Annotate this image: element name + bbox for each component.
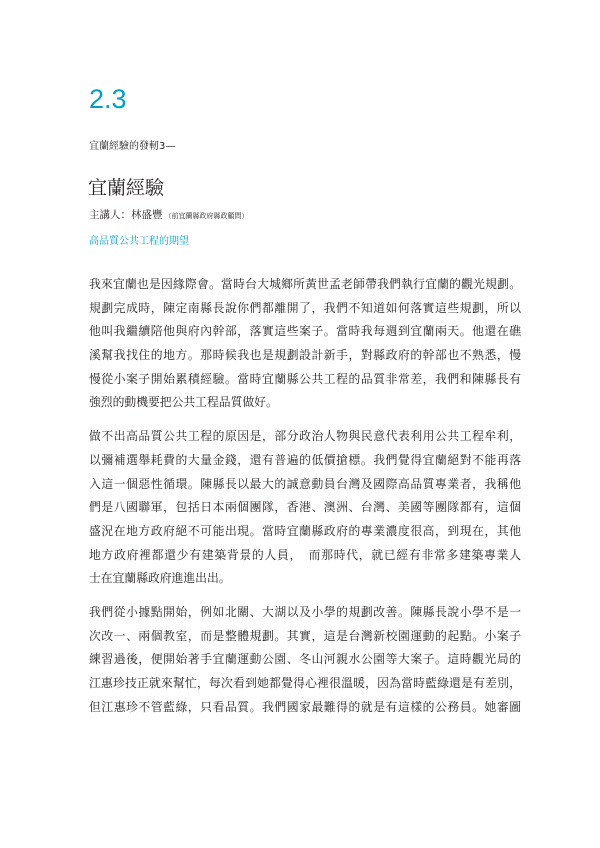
text-line: 江惠珍技正就來幫忙，每次看到她都覺得心裡很溫暖，因為當時藍綠還是有差別， (89, 676, 521, 690)
text-line: 士在宜蘭縣政府進進出出。 (89, 571, 231, 586)
text-line: 慢從小案子開始累積經驗。當時宜蘭縣公共工程的品質非常差，我們和陳縣長有 (89, 371, 521, 386)
text-line: 次改一、兩個教室，而是整體規劃。其實，這是台灣新校園運動的起點。小案子 (89, 628, 521, 643)
text-line: 盛況在地方政府絕不可能出現。當時宜蘭縣政府的專業濃度很高，到現在，其他 (89, 523, 521, 538)
series-title: 宜蘭經驗的發軔3— (89, 141, 176, 152)
text-line: 練習過後，便開始著手宜蘭運動公園、冬山河親水公園等大案子。這時觀光局的 (89, 652, 521, 667)
paragraph (89, 425, 521, 591)
text-line: 規劃完成時，陳定南縣長說你們都離開了，我們不知道如何落實這些規劃，所以 (89, 300, 521, 315)
text-line: 強烈的動機要把公共工程品質做好。 (89, 395, 278, 410)
text-line: 但江惠珍不管藍綠，只看品質。我們國家最難得的就是有這樣的公務員。她審圖 (89, 699, 521, 714)
speaker-label: 主講人：林盛豐 (89, 209, 163, 221)
text-line: 做不出高品質公共工程的原因是，部分政治人物與民意代表利用公共工程牟利， (89, 429, 521, 444)
paragraph (89, 273, 521, 415)
text-line: 地方政府裡都還少有建築背景的人員， 而那時代，就已經有非常多建築專業人 (89, 547, 521, 562)
speaker-role: （前宜蘭縣政府縣政顧問） (164, 212, 249, 220)
text-line: 溪幫我找住的地方。那時候我也是規劃設計新手，對縣政府的幹部也不熟悉，慢 (89, 348, 521, 363)
subheading: 高品質公共工程的期望 (89, 236, 189, 247)
text-line: 以彌補選舉耗費的大量金錢，還有普遍的低價搶標。我們覺得宜蘭絕對不能再落 (89, 452, 521, 467)
page-title: 宜蘭經驗 (88, 177, 165, 199)
text-line: 他叫我繼續陪他與府內幹部，落實這些案子。當時我每週到宜蘭兩天。他還在礁 (89, 324, 521, 339)
section-number: 2.3 (89, 84, 127, 114)
body-text (89, 273, 521, 729)
paragraph (89, 601, 521, 719)
text-line: 我們從小據點開始，例如北關、大湖以及小學的規劃改善。陳縣長說小學不是一 (89, 604, 521, 619)
text-line: 們是八國聯軍，包括日本兩個團隊，香港、澳洲、台灣、美國等團隊都有，這個 (89, 500, 521, 515)
text-line: 我來宜蘭也是因緣際會。當時台大城鄉所黃世孟老師帶我們執行宜蘭的觀光規劃。 (89, 277, 521, 291)
speaker-line (89, 208, 249, 223)
text-line: 入這一個惡性循環。陳縣長以最大的誠意動員台灣及國際高品質專業者，我稱他 (89, 476, 521, 491)
